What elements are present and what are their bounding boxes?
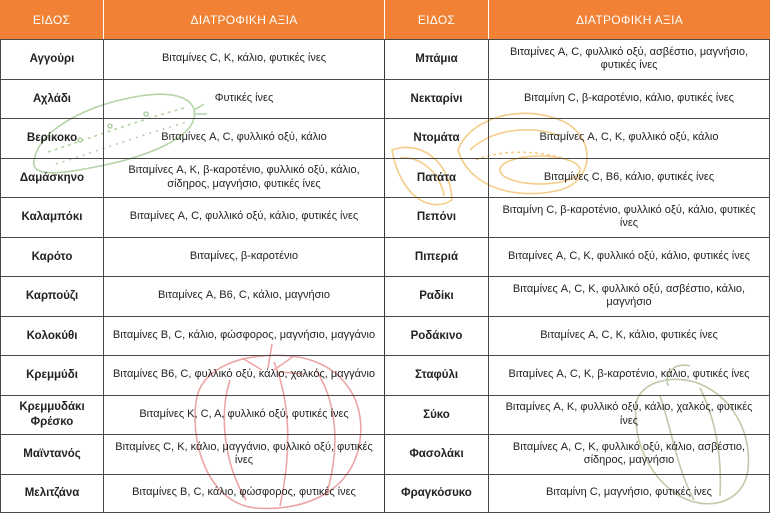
item-name: Κολοκύθι [0, 316, 104, 356]
item-nutrition: Βιταμίνες A, C, K, φυλλικό οξύ, κάλιο [489, 118, 770, 158]
item-nutrition: Βιταμίνες A, C, K, β-καροτένιο, κάλιο, φυτικές ίνες [489, 355, 770, 395]
item-nutrition: Βιταμίνες A, C, φυλλικό οξύ, κάλιο [104, 118, 385, 158]
item-name: Σταφύλι [385, 355, 489, 395]
item-nutrition: Βιταμίνες A, C, φυλλικό οξύ, κάλιο, φυτικές ίνες [104, 197, 385, 237]
item-name: Μαϊντανός [0, 434, 104, 474]
item-name: Πεπόνι [385, 197, 489, 237]
header-kind-right: ΕΙΔΟΣ [385, 0, 489, 39]
item-nutrition: Βιταμίνες A, K, φυλλικό οξύ, κάλιο, χαλκός, φυτικές ίνες [489, 395, 770, 435]
item-name: Νεκταρίνι [385, 79, 489, 119]
item-name: Πιπεριά [385, 237, 489, 277]
item-nutrition: Βιταμίνη C, μαγνήσιο, φυτικές ίνες [489, 474, 770, 513]
item-name: Φραγκόσυκο [385, 474, 489, 513]
item-name: Καρπούζι [0, 276, 104, 316]
item-name: Μελιτζάνα [0, 474, 104, 513]
item-nutrition: Βιταμίνες A, C, φυλλικό οξύ, ασβέστιο, μαγνήσιο, φυτικές ίνες [489, 39, 770, 79]
item-name: Καλαμπόκι [0, 197, 104, 237]
item-name: Σύκο [385, 395, 489, 435]
item-nutrition: Βιταμίνες B6, C, φυλλικό οξύ, κάλιο, χαλκός, μαγγάνιο [104, 355, 385, 395]
item-nutrition: Βιταμίνες K, C, A, φυλλικό οξύ, φυτικές ίνες [104, 395, 385, 435]
item-name: Μπάμια [385, 39, 489, 79]
item-nutrition: Βιταμίνες A, K, β-καροτένιο, φυλλικό οξύ, κάλιο, σίδηρος, μαγνήσιο, φυτικές ίνες [104, 158, 385, 198]
item-nutrition: Βιταμίνες A, C, K, φυλλικό οξύ, κάλιο, φυτικές ίνες [489, 237, 770, 277]
item-name: Πατάτα [385, 158, 489, 198]
item-nutrition: Βιταμίνες, β-καροτένιο [104, 237, 385, 277]
item-nutrition: Βιταμίνες A, B6, C, κάλιο, μαγνήσιο [104, 276, 385, 316]
item-nutrition: Βιταμίνες A, C, K, κάλιο, φυτικές ίνες [489, 316, 770, 356]
item-nutrition: Βιταμίνες C, K, κάλιο, μαγγάνιο, φυλλικό οξύ, φυτικές ίνες [104, 434, 385, 474]
header-nutrition-left: ΔΙΑΤΡΟΦΙΚΗ ΑΞΙΑ [104, 0, 385, 39]
item-name: Ροδάκινο [385, 316, 489, 356]
item-name: Ντομάτα [385, 118, 489, 158]
item-name: Αχλάδι [0, 79, 104, 119]
item-nutrition: Βιταμίνες A, C, K, φυλλικό οξύ, κάλιο, ασβέστιο, σίδηρος, μαγνήσιο [489, 434, 770, 474]
item-name: Καρότο [0, 237, 104, 277]
item-name: Δαμάσκηνο [0, 158, 104, 198]
item-nutrition: Βιταμίνη C, β-καροτένιο, κάλιο, φυτικές ίνες [489, 79, 770, 119]
item-name: Βερίκοκο [0, 118, 104, 158]
item-name: Κρεμμύδι [0, 355, 104, 395]
item-nutrition: Βιταμίνη C, β-καροτένιο, φυλλικό οξύ, κάλιο, φυτικές ίνες [489, 197, 770, 237]
header-nutrition-right: ΔΙΑΤΡΟΦΙΚΗ ΑΞΙΑ [489, 0, 770, 39]
item-name: Κρεμμυδάκι Φρέσκο [0, 395, 104, 435]
item-nutrition: Βιταμίνες C, K, κάλιο, φυτικές ίνες [104, 39, 385, 79]
item-nutrition: Βιταμίνες B, C, κάλιο, φώσφορος, φυτικές ίνες [104, 474, 385, 513]
item-name: Ραδίκι [385, 276, 489, 316]
item-name: Αγγούρι [0, 39, 104, 79]
item-nutrition: Βιταμίνες B, C, κάλιο, φώσφορος, μαγνήσιο, μαγγάνιο [104, 316, 385, 356]
item-nutrition: Βιταμίνες A, C, K, φυλλικό οξύ, ασβέστιο, κάλιο, μαγνήσιο [489, 276, 770, 316]
item-nutrition: Βιταμίνες C, B6, κάλιο, φυτικές ίνες [489, 158, 770, 198]
item-nutrition: Φυτικές ίνες [104, 79, 385, 119]
header-kind-left: ΕΙΔΟΣ [0, 0, 104, 39]
item-name: Φασολάκι [385, 434, 489, 474]
